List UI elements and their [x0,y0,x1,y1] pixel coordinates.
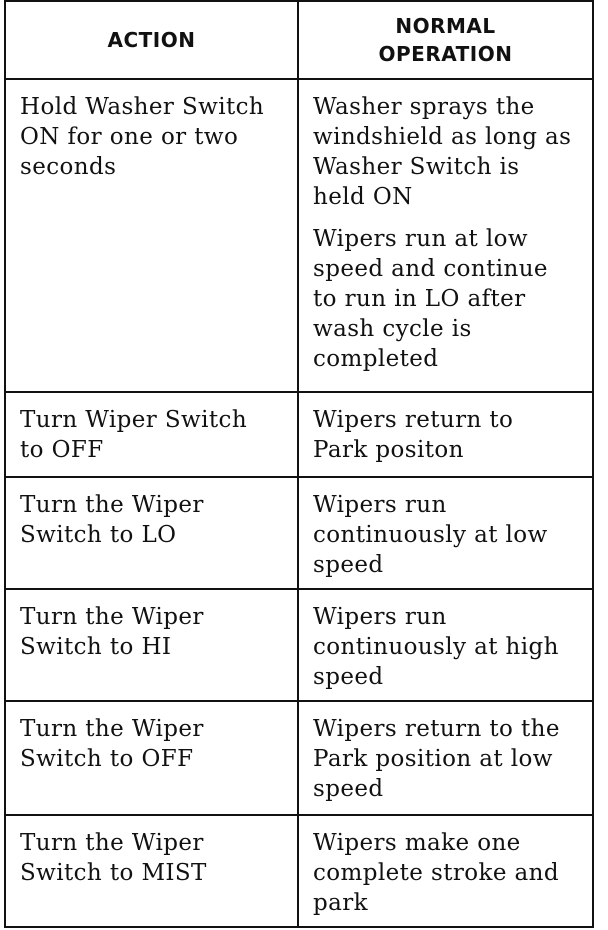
operation-line: complete stroke and [313,860,559,886]
table-row [5,815,593,927]
operation-line: held ON [313,184,413,210]
operation-line: Washer Switch is [313,154,520,180]
action-line: Turn the Wiper [20,830,204,856]
operation-paragraph [313,490,582,580]
operation-line: continuously at high [313,634,559,660]
operation-paragraph [313,828,582,918]
operation-cell [298,701,593,815]
operation-paragraph [313,92,582,212]
action-line: seconds [20,154,117,180]
action-line: ON for one or two [20,124,239,150]
action-line: Turn the Wiper [20,604,204,630]
operation-line: Wipers run [313,492,447,518]
table-row [5,477,593,589]
action-cell [5,815,298,927]
operation-cell [298,392,593,477]
action-line: Switch to LO [20,522,177,548]
operation-line: windshield as long as [313,124,572,150]
header-action [5,1,298,79]
operation-paragraph [313,224,582,374]
operation-line: completed [313,346,439,372]
wiper-operation-table [4,0,594,928]
operation-paragraph [313,405,582,465]
action-line: to OFF [20,437,104,463]
action-line: Turn Wiper Switch [20,407,248,433]
table-row [5,701,593,815]
header-action-line: ACTION [107,28,196,52]
action-cell [5,392,298,477]
action-line: Turn the Wiper [20,492,204,518]
action-cell [5,701,298,815]
operation-paragraph [313,602,582,692]
operation-line: speed [313,776,384,802]
action-line: Switch to OFF [20,746,194,772]
action-cell [5,589,298,701]
operation-line: Washer sprays the [313,94,535,120]
table-row [5,589,593,701]
operation-line: continuously at low [313,522,548,548]
header-operation-line: NORMAL [395,14,496,38]
operation-line: Wipers run [313,604,447,630]
header-row [5,1,593,79]
operation-line: speed [313,552,384,578]
operation-line: park [313,890,368,916]
operation-line: wash cycle is [313,316,472,342]
operation-line: Park position at low [313,746,553,772]
operation-cell [298,79,593,392]
action-line: Switch to MIST [20,860,207,886]
operation-line: Wipers return to [313,407,514,433]
operation-line: speed and continue [313,256,548,282]
table-row [5,392,593,477]
table-row [5,79,593,392]
operation-cell [298,815,593,927]
action-line: Switch to HI [20,634,172,660]
operation-line: Wipers run at low [313,226,528,252]
header-operation-line: OPERATION [378,42,513,66]
operation-line: Wipers return to the [313,716,560,742]
action-cell [5,477,298,589]
operation-line: to run in LO after [313,286,526,312]
operation-paragraph [313,714,582,804]
operation-line: Wipers make one [313,830,521,856]
action-cell [5,79,298,392]
operation-line: Park positon [313,437,464,463]
operation-cell [298,477,593,589]
operation-line: speed [313,664,384,690]
action-line: Hold Washer Switch [20,94,265,120]
action-line: Turn the Wiper [20,716,204,742]
header-normal-operation [298,1,593,79]
operation-cell [298,589,593,701]
